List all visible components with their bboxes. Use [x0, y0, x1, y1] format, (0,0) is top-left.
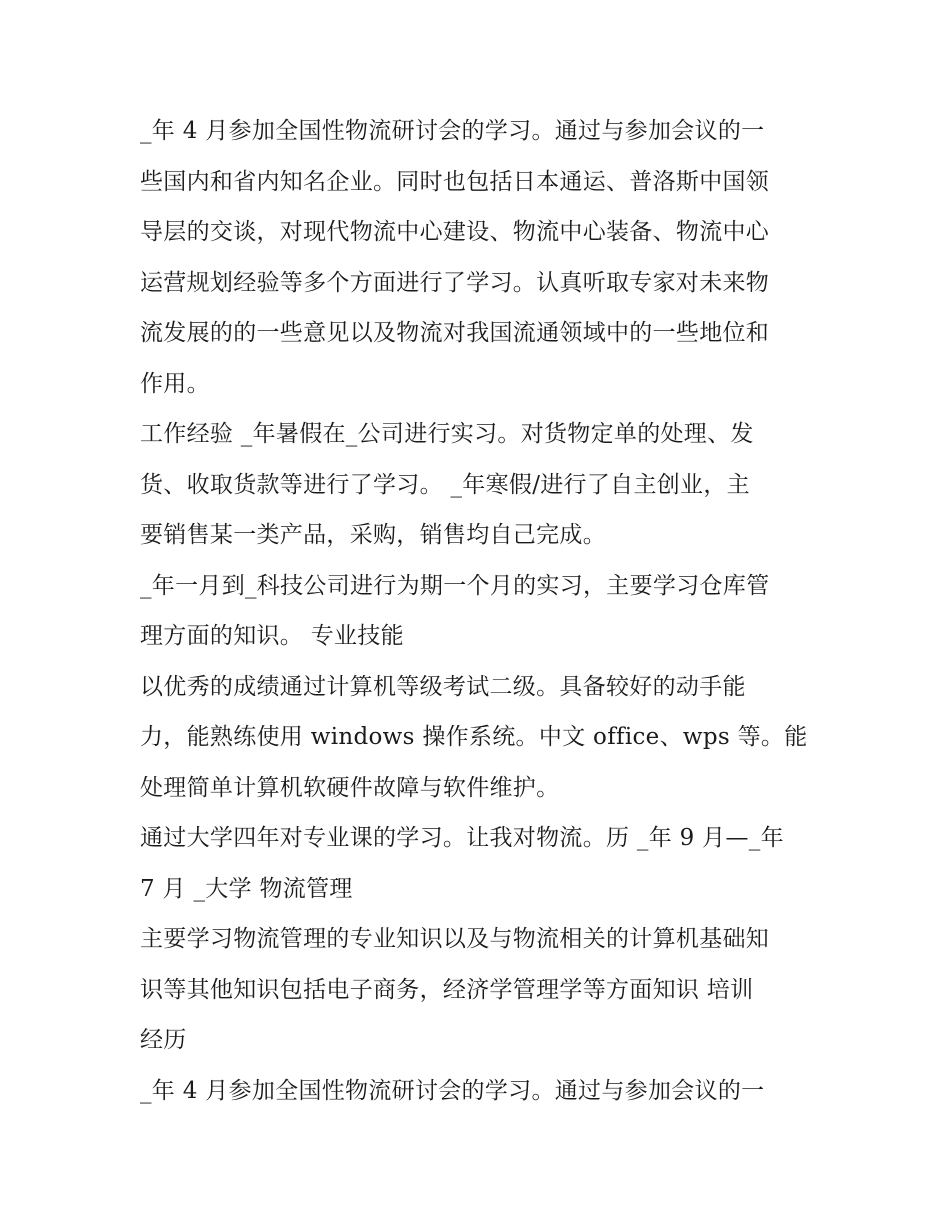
text-line: 识等其他知识包括电子商务，经济学管理学等方面知识 培训 — [140, 976, 754, 1003]
text-line: 经历 — [140, 1027, 187, 1053]
text-line: 理方面的知识。 专业技能 — [140, 623, 404, 649]
text-line: 些国内和省内知名企业。同时也包括日本通运、普洛斯中国领 — [140, 168, 770, 195]
document-body — [140, 106, 820, 1116]
text-line: 要销售某一类产品，采购，销售均自己完成。 — [140, 522, 606, 548]
text-line: 通过大学四年对专业课的学习。让我对物流。历 _年 9 月—_年 — [140, 825, 784, 851]
text-line: 以优秀的成绩通过计算机等级考试二级。具备较好的动手能 — [140, 673, 746, 700]
text-line: 主要学习物流管理的专业知识以及与物流相关的计算机基础知 — [140, 926, 770, 952]
text-line: 导层的交谈，对现代物流中心建设、物流中心装备、物流中心 — [140, 219, 770, 245]
text-line: _年 4 月参加全国性物流研讨会的学习。通过与参加会议的一 — [140, 1077, 765, 1104]
text-line: _年 4 月参加全国性物流研讨会的学习。通过与参加会议的一 — [140, 118, 765, 144]
text-line: 7 月 _大学 物流管理 — [140, 875, 353, 902]
text-line: _年一月到_科技公司进行为期一个月的实习，主要学习仓库管 — [140, 572, 770, 599]
text-line: 运营规划经验等多个方面进行了学习。认真听取专家对未来物 — [140, 269, 770, 296]
text-line: 货、收取货款等进行了学习。 _年寒假/进行了自主创业，主 — [140, 471, 750, 498]
text-line: 流发展的的一些意见以及物流对我国流通领域中的一些地位和 — [140, 320, 770, 346]
text-line: 力，能熟练使用 windows 操作系统。中文 office、wps 等。能 — [140, 724, 808, 750]
text-line: 处理简单计算机软硬件故障与软件维护。 — [140, 774, 560, 801]
text-line: 作用。 — [140, 370, 210, 397]
text-line: 工作经验 _年暑假在_公司进行实习。对货物定单的处理、发 — [140, 421, 754, 447]
